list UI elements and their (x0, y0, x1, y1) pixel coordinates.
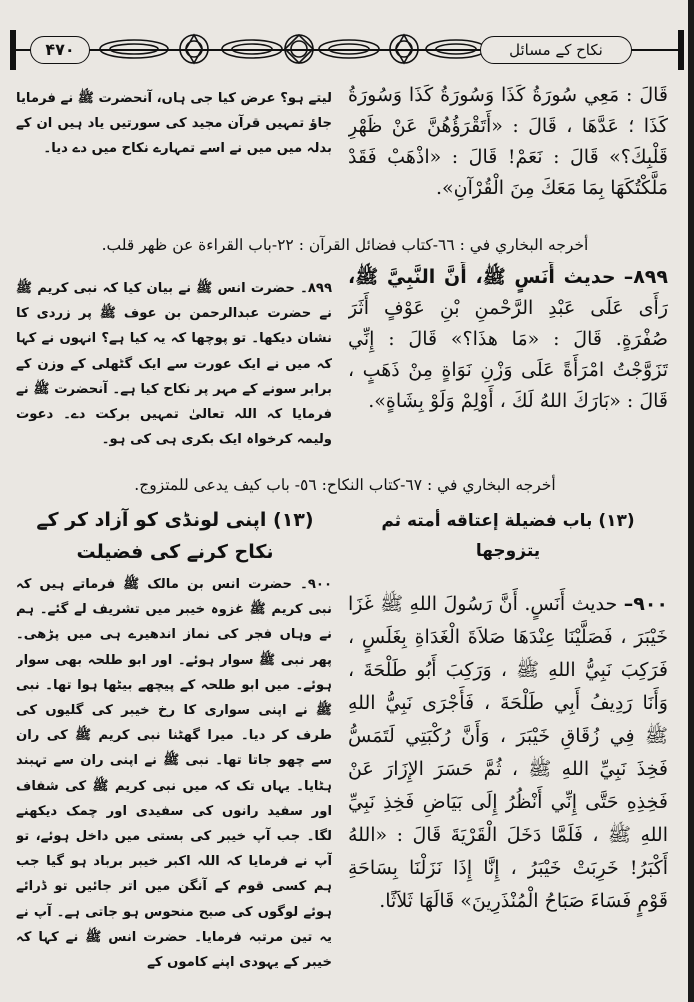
page-number: ۴۷۰ (30, 36, 90, 64)
hadith-899-urdu: ۸۹۹۔ حضرت انس ﷺ نے بیان کیا کہ نبی کریم ﷺ نے حضرت عبدالرحمن بن عوف ﷺ پر زردی کا نشان دیکھا۔ تو پوچھا کہ یہ کیا ہے؟ انہوں نے کہا کہ میں نے ایک عورت سے ایک گٹھلی کے وزن کے برابر سونے کے مہر پر نکاح کیا ہے۔ آنحضرت ﷺ نے فرمایا کہ اللہ تعالیٰ تمہیں برکت دے۔ دعوت ولیمہ کرخواہ ایک بکری ہی کی ہو۔ (16, 281, 332, 448)
hadith-arabic-continued: قَالَ : مَعِي سُورَةُ كَذَا وَسُورَةُ كَذَا وَسُورَةُ كَذَا ؛ عَدَّهَا ، قَالَ : «أَتَقْرَؤُهُنَّ عَنْ ظَهْرِ قَلْبِكَ؟» قَالَ : نَعَمْ! قَالَ : «اذْهَبْ فَقَدْ مَلَّكْتُكَهَا بِمَا مَعَكَ مِنَ الْقُرْآنِ». (348, 84, 668, 199)
hadith-number: ٩٠٠– (623, 593, 668, 615)
hadith-899-arabic (348, 262, 668, 474)
page-edge (688, 0, 694, 1002)
header-ornament-icon (94, 32, 489, 66)
hadith-heading: حديث أَنَسٍ ﷺ، أَنَّ النَّبِيَّ ﷺ، (348, 266, 616, 288)
hadith-reference: أخرجه البخاري في : ٦٦-كتاب فضائل القرآن : ٢٢-باب القراءة عن ظهر قلب. (101, 236, 589, 254)
hadith-text: حديث أَنَسٍ. أَنَّ رَسُولَ اللهِ ﷺ غَزَا خَيْبَرَ ، فَصَلَّيْنَا عِنْدَهَا صَلاَةَ الْغَدَاةِ بِغَلَسٍ ، فَرَكِبَ نَبِيُّ اللهِ ﷺ ، وَرَكِبَ أَبُو طَلْحَةَ ، وَأَنَا رَدِيفُ أَبِي طَلْحَةَ ، فَأَجْرَى نَبِيُّ اللهِ ﷺ فِي زُقَاقِ خَيْبَرَ ، وَأَنَّ رُكْبَتِي لَتَمَسُّ فَخِذَ نَبِيِّ اللهِ ﷺ ، ثُمَّ حَسَرَ الإِزَارَ عَنْ فَخِذِهِ حَتَّى إِنِّي أَنْظُرُ إِلَى بَيَاضِ فَخِذِ نَبِيِّ اللهِ ﷺ ، فَلَمَّا دَخَلَ الْقَرْيَةَ قَالَ : «اللهُ أَكْبَرُ! خَرِبَتْ خَيْبَرُ ، إِنَّا إِذَا نَزَلْنَا بِسَاحَةِ قَوْمٍ فَسَاءَ صَبَاحُ الْمُنْذَرِينَ» قَالَهَا ثَلاَثًا. (348, 593, 668, 912)
chapter-title: نکاح کے مسائل (480, 36, 632, 64)
hadith-number: ٨٩٩– (623, 266, 668, 288)
hadith-text: رَأَى عَلَى عَبْدِ الرَّحْمنِ بْنِ عَوْفٍ أَثَرَ صُفْرَةٍ. قَالَ : «مَا هذَا؟» قَالَ : إِنِّي تَزَوَّجْتُ امْرَأَةً عَلَى وَزْنِ نَوَاةٍ مِنْ ذَهَبٍ ، قَالَ : «بَارَكَ اللهُ لَكَ ، أَوْلِمْ وَلَوْ بِشَاةٍ». (348, 297, 668, 412)
hadith-urdu-continued: لیتے ہو؟ عرض کیا جی ہاں، آنحضرت ﷺ نے فرمایا جاؤ تمہیں قرآن مجید کی سورتیں یاد ہیں ان کے بدلہ میں میں نے اسے تمہارے نکاح میں دے دیا۔ (16, 91, 332, 157)
hadith-900-urdu: ۹۰۰۔ حضرت انس بن مالک ﷺ فرماتے ہیں کہ نبی کریم ﷺ غزوہ خیبر میں تشریف لے گئے۔ ہم نے وہاں فجر کی نماز اندھیرے ہی میں پڑھی۔ پھر نبی ﷺ سوار ہوئے۔ اور ابو طلحہ بھی سوار ہوئے۔ میں ابو طلحہ کے پیچھے بیٹھا ہوا تھا۔ نبی ﷺ نے اپنی سواری کا رخ خیبر کی گلیوں کی طرف کر دیا۔ میرا گھٹنا نبی کریم ﷺ کی ران سے چھو جاتا تھا۔ نبی ﷺ نے اپنی ران سے تہبند ہٹایا۔ یہاں تک کہ میں نبی کریم ﷺ کی شفاف اور سفید رانوں کی سفیدی اور چمک دیکھنے لگا۔ جب آپ خیبر کی بستی میں داخل ہوئے، تو آپ نے فرمایا کہ اللہ اکبر خیبر برباد ہو گیا جب ہم کسی قوم کے آنگن میں اتر جائیں تو ڈرائے ہوئے لوگوں کی صبح منحوس ہو جاتی ہے۔ آپ نے یہ تین مرتبہ فرمایا۔ حضرت انس ﷺ نے کہا کہ خیبر کے یہودی اپنے کاموں کے (16, 577, 332, 971)
hadith-reference: أخرجه البخاري في : ٦٧-كتاب النكاح: ٥٦- باب كيف يدعى للمتزوج. (134, 476, 556, 494)
chapter-heading-urdu: (۱۳) اپنی لونڈی کو آزاد کر کے نکاح کرنے کی فضیلت (36, 509, 314, 563)
hadith-900-arabic (348, 588, 668, 993)
chapter-heading-arabic: (١٣) باب فضيلة إعتاقه أمته ثم يتزوجها (381, 511, 635, 561)
page-header (12, 30, 682, 70)
